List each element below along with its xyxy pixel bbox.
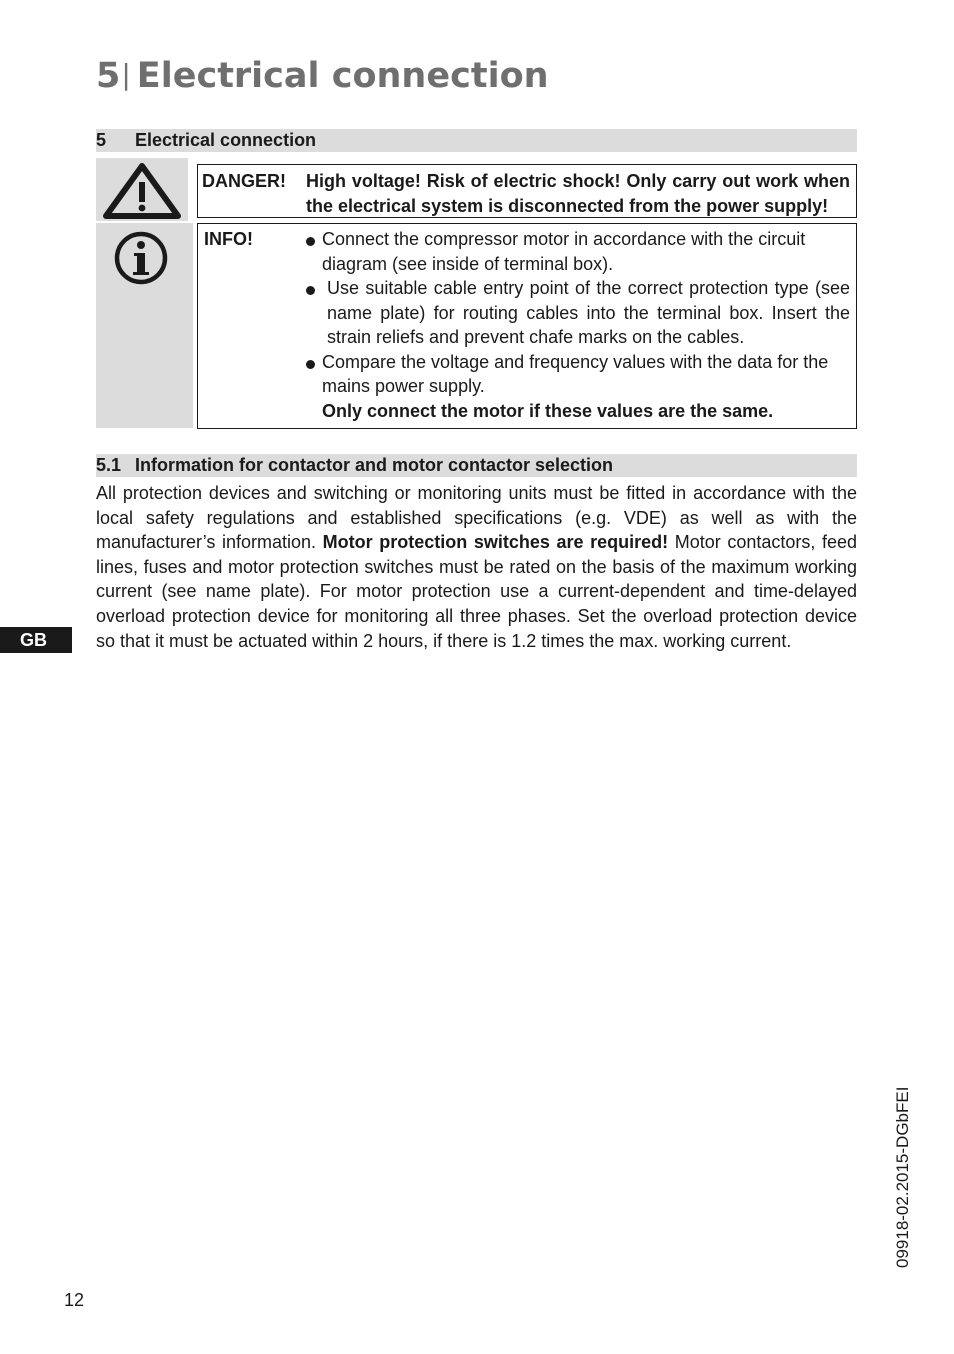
paragraph-part-2: Motor contactors, feed lines, fuses and motor protection switches must be rated on the basis of the maximum working current (see name plate). For motor protection use a current-dependent and time-delayed overload protection device for monitoring all three phases. Set the overload protection device so that it must be actuated within 2 hours, if there is 1.2 times the max. working current.: [96, 532, 857, 651]
info-notice: [197, 223, 857, 429]
section-number: 5: [96, 130, 107, 150]
section-5-1-paragraph: [96, 481, 857, 653]
info-bullet-1: Connect the compressor motor in accordance with the circuit diagram (see inside of terminal box).: [306, 227, 850, 276]
danger-text: High voltage! Risk of electric shock! Only carry out work when the electrical system is disconnected from the power supply!: [306, 171, 850, 216]
info-text: [306, 227, 850, 423]
page-title: [96, 56, 549, 96]
danger-label: DANGER!: [202, 171, 286, 191]
chapter-title: Electrical connection: [136, 56, 549, 96]
section-5-heading: [96, 129, 857, 152]
section-5-1-heading: [96, 454, 857, 477]
info-bullet-3: Compare the voltage and frequency values with the data for the mains power supply.: [306, 350, 850, 399]
info-note: Only connect the motor if these values are the same.: [322, 400, 774, 421]
info-label: INFO!: [204, 229, 253, 249]
chapter-number: 5: [96, 56, 121, 96]
paragraph-bold: Motor protection switches are required!: [322, 532, 669, 553]
title-separator: |: [121, 58, 131, 91]
danger-icon-cell: [96, 158, 188, 221]
info-icon-cell: [96, 223, 193, 428]
info-icon: [96, 223, 193, 293]
paragraph-part-1: All protection devices and switching or monitoring units must be fitted in accordance with the local safety regulations and established specifications (e.g. VDE) as well as with the manufacturer’s information.: [96, 483, 857, 553]
document-code: 09918-02.2015-DGbFEI: [893, 1086, 912, 1268]
section-title: Electrical connection: [135, 130, 317, 150]
section-title: Information for contactor and motor contactor selection: [135, 455, 614, 475]
section-number: 5.1: [96, 455, 122, 475]
info-bullet-2: Use suitable cable entry point of the correct protection type (see name plate) for routing cables into the terminal box. Insert the strain reliefs and prevent chafe marks on the cables.: [306, 276, 850, 350]
danger-notice: [197, 164, 857, 218]
warning-triangle-icon: [96, 158, 188, 221]
language-tab: GB: [0, 627, 72, 653]
page-number: 12: [64, 1290, 85, 1310]
